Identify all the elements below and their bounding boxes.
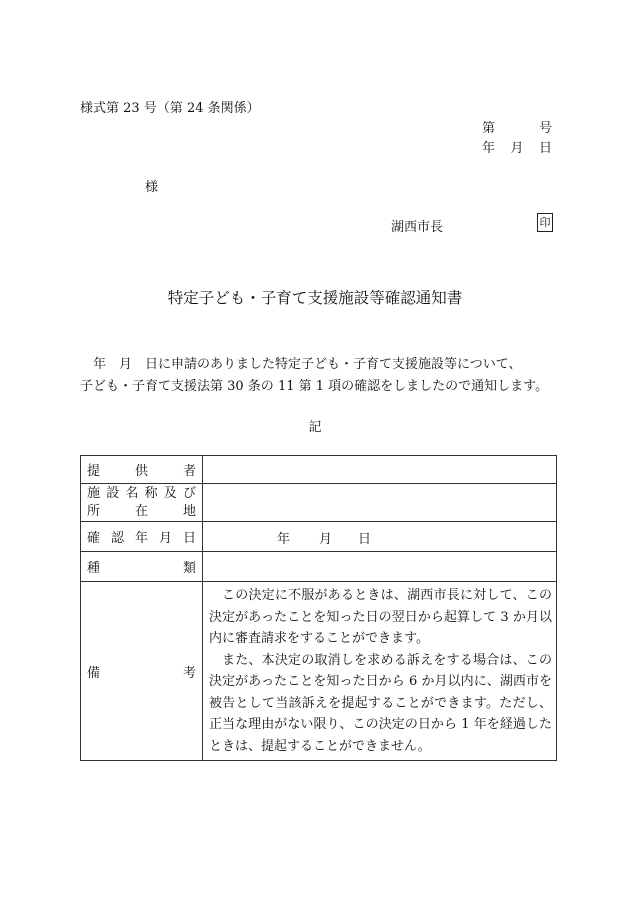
table-row-type (81, 552, 557, 582)
type-label: 種 類 (81, 552, 203, 582)
table-row-facility (81, 484, 557, 522)
provider-value (203, 456, 557, 484)
confirm-year: 年 (277, 532, 291, 547)
table-row-confirm-date (81, 522, 557, 552)
body-line-1: 年 月 日に申請のありました特定子ども・子育て支援施設等について、 (80, 357, 522, 372)
table-row-provider (81, 456, 557, 484)
table-row-remarks (81, 582, 557, 761)
remarks-label: 備 考 (81, 582, 203, 761)
body-line-2: 子ども・子育て支援法第 30 条の 11 第 1 項の確認をしましたので通知します。 (80, 379, 549, 394)
remarks-paragraph-2: また、本決定の取消しを求める訴えをする場合は、この決定があったことを知った日から 6 か月以内に、湖西市を被告として当該訴えを提起することができます。ただし、正当な理由がない限り、この決定の日から 1 年を経過したときは、提起することができません。 (209, 652, 552, 754)
document-title: 特定子ども・子育て支援施設等確認通知書 (167, 289, 463, 307)
confirm-day: 日 (358, 532, 372, 547)
confirm-date-value (203, 522, 557, 552)
confirm-date-label: 確 認 年 月 日 (81, 522, 203, 552)
recipient-suffix: 様 (145, 180, 159, 195)
issue-day: 日 (538, 141, 552, 156)
seal-mark: 印 (537, 213, 553, 232)
remarks-value (203, 582, 557, 761)
facility-label: 施 設 名 称 及 び 所 在 地 (81, 484, 203, 522)
document-number-line (482, 117, 552, 136)
facility-value (203, 484, 557, 522)
issue-year: 年 (482, 141, 496, 156)
issue-month: 月 (510, 141, 524, 156)
form-number-label: 様式第 23 号（第 24 条関係） (80, 101, 260, 116)
provider-label: 提 供 者 (81, 456, 203, 484)
mayor-title: 湖西市長 (391, 220, 444, 235)
issue-date-line (482, 137, 552, 156)
number-prefix: 第 (482, 121, 496, 136)
ki-heading: 記 (308, 420, 322, 435)
remarks-paragraph-1: この決定に不服があるときは、湖西市長に対して、この決定があったことを知った日の翌日から起算して 3 か月以内に審査請求をすることができます。 (209, 588, 552, 646)
info-table (80, 455, 557, 761)
body-text (80, 354, 560, 398)
number-suffix: 号 (538, 121, 552, 136)
type-value (203, 552, 557, 582)
confirm-month: 月 (319, 532, 333, 547)
